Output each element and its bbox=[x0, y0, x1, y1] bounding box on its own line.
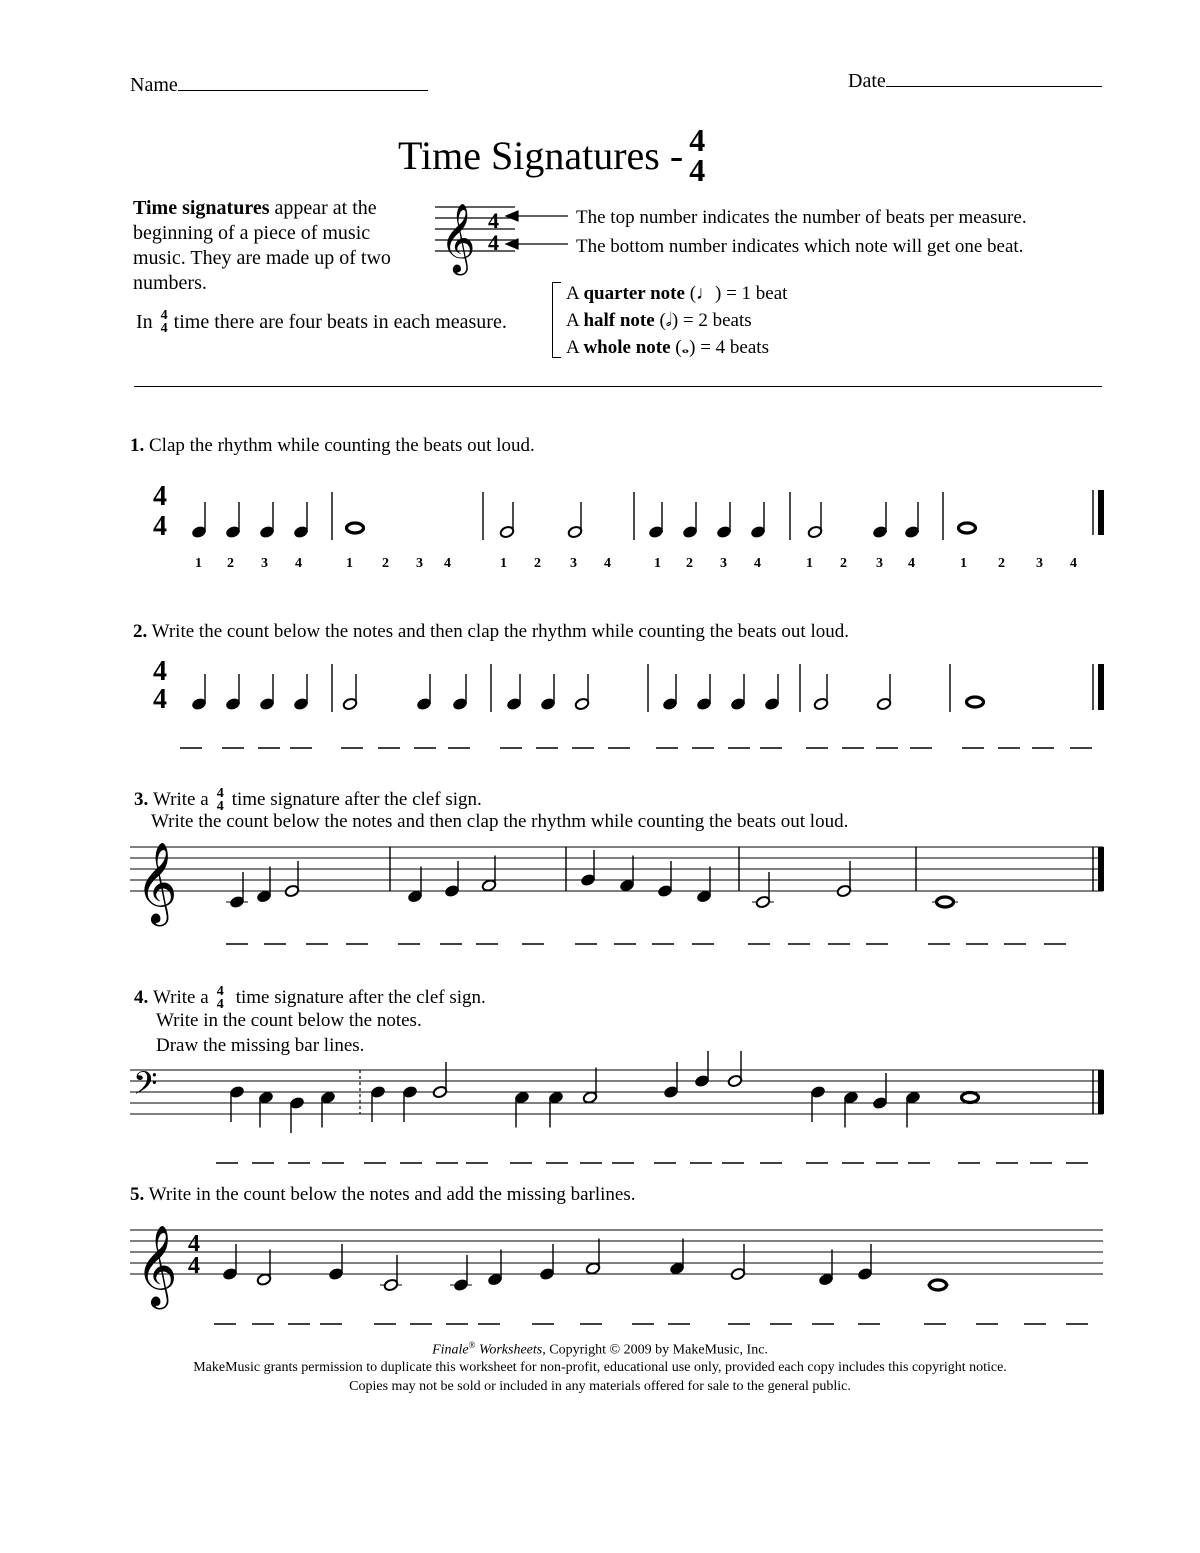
count-number: 4 bbox=[295, 556, 302, 571]
time-signature-bottom: 4 bbox=[153, 511, 167, 542]
treble-clef-icon: 𝄞 bbox=[136, 841, 178, 923]
whole-note bbox=[937, 897, 954, 907]
count-number: 4 bbox=[444, 556, 451, 571]
whole-note-icon: 𝅝 bbox=[681, 337, 690, 358]
intro-line-1: appear at the bbox=[269, 197, 377, 219]
treble-clef-icon: 𝄞 bbox=[440, 203, 476, 273]
count-number: 1 bbox=[806, 556, 813, 571]
note-value-quarter: A quarter note (♩) = 1 beat bbox=[566, 283, 788, 304]
top-number-explanation: The top number indicates the number of beats per measure. bbox=[576, 207, 1027, 228]
inline-ts-bottom: 4 bbox=[160, 321, 168, 336]
exercise-2-instruction: 2. Write the count below the notes and then clap the rhythm while counting the beats out loud. bbox=[133, 621, 849, 642]
exercise-1-instruction: 1. Clap the rhythm while counting the beats out loud. bbox=[130, 435, 535, 456]
note-value-half: A half note (𝅗𝅥) = 2 beats bbox=[566, 310, 752, 331]
count-number: 1 bbox=[346, 556, 353, 571]
whole-note bbox=[959, 523, 976, 533]
time-signature-bottom: 4 bbox=[153, 684, 167, 715]
title-numerator: 4 bbox=[689, 121, 706, 158]
count-number: 3 bbox=[570, 556, 577, 571]
intro-line-2: beginning of a piece of music bbox=[133, 222, 371, 244]
count-number: 1 bbox=[960, 556, 967, 571]
intro-line-4: numbers. bbox=[133, 272, 207, 294]
intro-line-3: music. They are made up of two bbox=[133, 247, 391, 269]
time-signature-top: 4 bbox=[153, 481, 167, 512]
exercise-4-line-3: Draw the missing bar lines. bbox=[156, 1035, 365, 1056]
count-number: 3 bbox=[876, 556, 883, 571]
half-note-icon: 𝅗𝅥 bbox=[665, 310, 672, 331]
exercise-3-line-2: Write the count below the notes and then clap the rhythm while counting the beats out loud. bbox=[151, 811, 849, 832]
whole-note bbox=[930, 1280, 947, 1290]
whole-note bbox=[347, 523, 364, 533]
count-number: 1 bbox=[654, 556, 661, 571]
title-denominator: 4 bbox=[689, 152, 706, 188]
count-number: 3 bbox=[261, 556, 268, 571]
count-number: 1 bbox=[195, 556, 202, 571]
example-ts-bottom: 4 bbox=[488, 230, 499, 255]
name-label: Name bbox=[130, 74, 178, 96]
exercise-3-instruction: 3. Write a 4 4 time signature after the clef sign. bbox=[134, 785, 482, 814]
count-number: 4 bbox=[1070, 556, 1077, 571]
time-signature-top: 4 bbox=[188, 1231, 200, 1257]
final-bar-thick bbox=[1098, 847, 1104, 891]
in-prefix: In bbox=[136, 310, 153, 333]
time-signature-top: 4 bbox=[153, 656, 167, 687]
footer-permission: MakeMusic grants permission to duplicate this worksheet for non-profit, educational use only, provided each copy includes this copyright notice. bbox=[193, 1360, 1007, 1375]
footer-copyright: Finale® Worksheets, Copyright © 2009 by MakeMusic, Inc. bbox=[432, 1340, 768, 1358]
exercise-4-instruction: 4. Write a 4 4 time signature after the clef sign. bbox=[134, 983, 486, 1012]
count-number: 2 bbox=[840, 556, 847, 571]
example-ts-top: 4 bbox=[488, 208, 499, 233]
ex4-inline-ts: 4 4 bbox=[216, 983, 224, 1012]
bottom-number-explanation: The bottom number indicates which note will get one beat. bbox=[576, 236, 1024, 257]
in-suffix: time there are four beats in each measure. bbox=[173, 310, 507, 333]
count-number: 4 bbox=[754, 556, 761, 571]
ex3-inline-ts: 4 4 bbox=[216, 785, 224, 814]
count-number: 4 bbox=[908, 556, 915, 571]
date-label: Date bbox=[848, 70, 886, 92]
count-number: 3 bbox=[720, 556, 727, 571]
quarter-note-icon: ♩ bbox=[696, 283, 716, 304]
count-number: 2 bbox=[686, 556, 693, 571]
final-bar-thick bbox=[1098, 664, 1104, 710]
bass-clef-icon: 𝄢 bbox=[133, 1065, 158, 1109]
count-number: 3 bbox=[416, 556, 423, 571]
inline-ts-top: 4 bbox=[160, 307, 168, 323]
treble-clef-icon: 𝄞 bbox=[136, 1224, 178, 1306]
page-title-text: Time Signatures - bbox=[398, 132, 684, 178]
final-bar-thick bbox=[1098, 1070, 1104, 1114]
count-number: 2 bbox=[998, 556, 1005, 571]
whole-note bbox=[967, 697, 984, 707]
intro-bold-term: Time signatures bbox=[133, 197, 270, 219]
count-number: 4 bbox=[604, 556, 611, 571]
final-bar-thick bbox=[1098, 490, 1104, 535]
count-number: 2 bbox=[382, 556, 389, 571]
count-number: 2 bbox=[534, 556, 541, 571]
time-signature-bottom: 4 bbox=[188, 1253, 200, 1279]
whole-note bbox=[962, 1093, 979, 1103]
count-number: 2 bbox=[227, 556, 234, 571]
exercise-5-instruction: 5. Write in the count below the notes and add the missing barlines. bbox=[130, 1184, 636, 1205]
exercise-4-line-2: Write in the count below the notes. bbox=[156, 1010, 422, 1031]
count-number: 3 bbox=[1036, 556, 1043, 571]
footer-restriction: Copies may not be sold or included in any materials offered for sale to the general public. bbox=[349, 1379, 851, 1394]
count-number: 1 bbox=[500, 556, 507, 571]
note-value-whole: A whole note (𝅝) = 4 beats bbox=[566, 337, 769, 358]
